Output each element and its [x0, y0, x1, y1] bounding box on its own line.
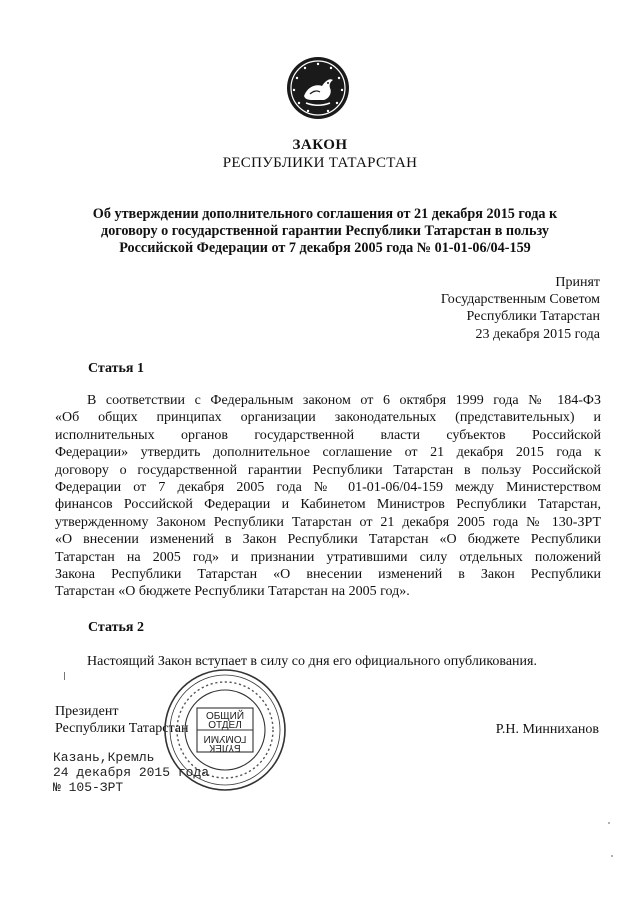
signing-date: 24 декабря 2015 года — [53, 765, 210, 780]
law-heading-line: Об утверждении дополнительного соглашения от 21 декабря 2015 года к — [92, 206, 558, 222]
stamp-text: ОБЩИЙ — [205, 711, 245, 722]
article-1-line: В соответствии с Федеральным законом от 6 октября 1999 года № 184-ФЗ — [87, 393, 601, 408]
article-1-line: Федерации» утвердить дополнительное соглашение от 21 декабря 2015 года к — [55, 445, 601, 461]
article-1-line: Закона Республики Татарстан «О внесении изменений в Закон Республики — [55, 567, 601, 583]
adoption-block — [441, 274, 600, 343]
article-1-line: утвержденному Законом Республики Татарстан от 21 декабря 2005 года № 130-ЗРТ — [55, 514, 601, 530]
signatory-position-line: Республики Татарстан — [55, 721, 189, 737]
scan-speck — [608, 822, 610, 824]
adoption-line: Принят — [555, 275, 600, 290]
article-1-line: Федерации от 7 декабря 2005 года № 01-01-06/04-159 между Министерством — [55, 480, 601, 496]
article-1-line: финансов Российской Федерации и Кабинетом Министров Республики Татарстан, — [55, 497, 601, 513]
article-1-line: Татарстан «О бюджете Республики Татарстан на 2005 год». — [55, 584, 410, 600]
article-1-line: Татарстан на 2005 год» и признании утратившими силу отдельных положений — [55, 549, 601, 565]
stamp-text: ОТДЕЛ — [208, 720, 242, 731]
signing-place: Казань,Кремль — [53, 750, 155, 765]
law-heading — [70, 206, 580, 258]
document-issuer-subtitle: РЕСПУБЛИКИ ТАТАРСТАН — [222, 155, 418, 171]
signatory-name: Р.Н. Минниханов — [495, 722, 599, 737]
stamp-text-inverted: ГОМУМИ — [203, 733, 247, 744]
adoption-line: Государственным Советом — [440, 292, 600, 308]
margin-tick-mark — [64, 672, 65, 680]
article-1-line: «Об общих принципах организации законодательных (представительных) и — [55, 410, 601, 426]
stamp-text-inverted: БҮЛЕК — [209, 742, 241, 753]
article-1-line: «О внесении изменений в Закон Республики Татарстан «О бюджете Республики — [55, 532, 601, 548]
article-1-title: Статья 1 — [88, 361, 144, 376]
adoption-line: Республики Татарстан — [466, 309, 600, 325]
law-heading-line: договору о государственной гарантии Республики Татарстан в пользу — [101, 223, 549, 240]
article-2-line: Настоящий Закон вступает в силу со дня его официального опубликования. — [87, 654, 537, 669]
scan-speck — [611, 855, 613, 857]
article-2-title: Статья 2 — [88, 620, 144, 635]
signatory-position-line: Президент — [55, 704, 119, 719]
adoption-date: 23 декабря 2015 года — [475, 326, 600, 342]
tatarstan-emblem-icon — [286, 56, 350, 120]
document-type-title: ЗАКОН — [292, 137, 348, 153]
place-date-number — [53, 750, 209, 795]
law-number: № 105-ЗРТ — [53, 780, 124, 795]
article-1-line: договору о государственной гарантии Республики Татарстан в пользу Российской — [55, 462, 601, 478]
law-heading-line: Российской Федерации от 7 декабря 2005 года № 01-01-06/04-159 — [119, 240, 531, 257]
article-1-line: исполнительных органов государственной власти субъектов Российской — [55, 427, 601, 443]
article-1-text — [55, 392, 601, 601]
